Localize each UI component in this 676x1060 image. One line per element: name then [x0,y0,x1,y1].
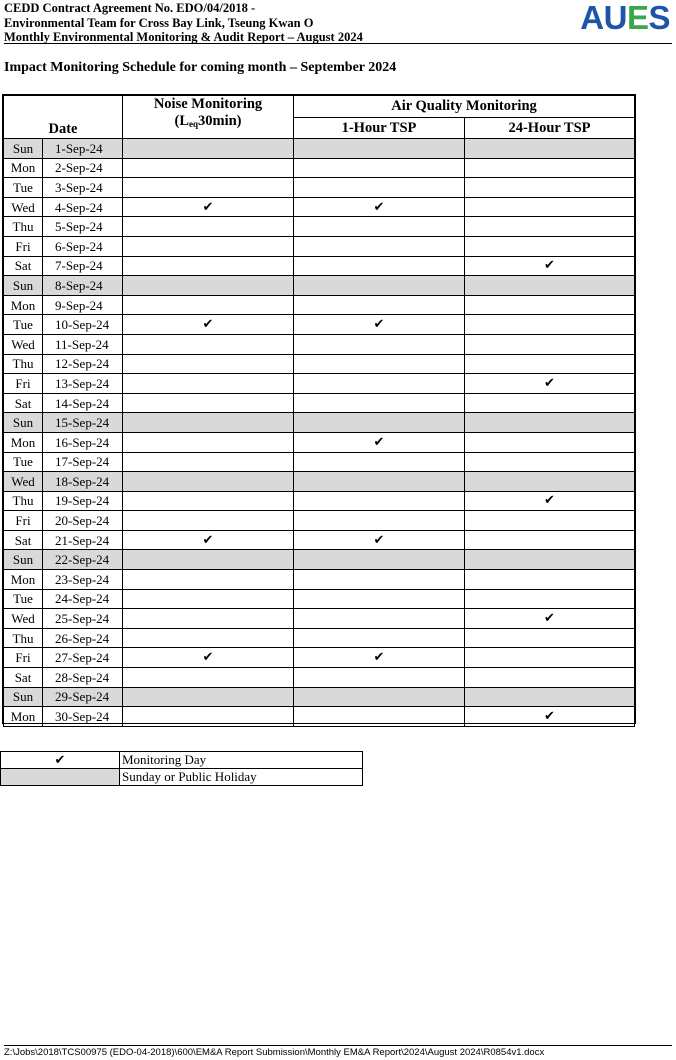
table-row [4,570,635,590]
header-divider [4,43,672,44]
table-row [4,276,635,296]
noise-cell [123,413,294,433]
tsp-24hour-cell [465,707,635,727]
date-cell: 23-Sep-24 [43,570,123,590]
schedule-table-frame [2,94,636,724]
legend-monitoring-day-label: Monitoring Day [120,752,363,769]
table-row [4,472,635,492]
tsp-1hour-cell [294,628,465,648]
tsp-1hour-cell [294,315,465,335]
noise-cell [123,393,294,413]
day-of-week-cell: Mon [4,295,43,315]
day-of-week-cell: Tue [4,315,43,335]
table-row [4,197,635,217]
date-cell: 6-Sep-24 [43,236,123,256]
noise-cell [123,707,294,727]
noise-cell [123,687,294,707]
tsp-1hour-cell [294,511,465,531]
table-row [4,256,635,276]
tsp-1hour-cell [294,648,465,668]
table-row [4,413,635,433]
date-cell: 26-Sep-24 [43,628,123,648]
check-icon: ✔ [202,532,214,548]
tsp-24hour-cell [465,178,635,198]
day-of-week-cell: Sun [4,276,43,296]
noise-cell [123,472,294,492]
noise-cell [123,452,294,472]
noise-cell [123,158,294,178]
day-of-week-cell: Tue [4,452,43,472]
table-row [4,217,635,237]
noise-cell [123,589,294,609]
date-cell: 13-Sep-24 [43,374,123,394]
tsp-24hour-cell [465,334,635,354]
date-cell: 8-Sep-24 [43,276,123,296]
day-of-week-cell: Sun [4,687,43,707]
date-cell: 24-Sep-24 [43,589,123,609]
table-row [4,628,635,648]
noise-cell [123,354,294,374]
tsp-24hour-cell [465,315,635,335]
legend-shade-swatch [1,769,120,786]
date-cell: 22-Sep-24 [43,550,123,570]
tsp-1hour-column-header: 1-Hour TSP [294,118,465,139]
date-cell: 4-Sep-24 [43,197,123,217]
header-line-contract: CEDD Contract Agreement No. EDO/04/2018 - [4,1,256,15]
noise-cell [123,295,294,315]
day-of-week-cell: Thu [4,217,43,237]
table-row [4,236,635,256]
date-cell: 21-Sep-24 [43,530,123,550]
legend-holiday-label: Sunday or Public Holiday [120,769,363,786]
noise-cell [123,628,294,648]
header-line-team: Environmental Team for Cross Bay Link, Tseung Kwan O [4,15,314,30]
day-of-week-cell: Thu [4,354,43,374]
tsp-24hour-cell [465,648,635,668]
tsp-1hour-cell [294,589,465,609]
tsp-24hour-cell [465,139,635,159]
day-of-week-cell: Wed [4,472,43,492]
page-title: Impact Monitoring Schedule for coming month – September 2024 [4,60,397,75]
noise-column-header [123,96,294,139]
check-icon: ✔ [202,317,214,333]
noise-cell [123,334,294,354]
table-row [4,530,635,550]
tsp-24hour-cell [465,236,635,256]
check-icon: ✔ [373,532,385,548]
header-line-report: Monthly Environmental Monitoring & Audit Report – August 2024 [4,30,363,44]
tsp-24hour-cell [465,432,635,452]
tsp-24hour-cell [465,550,635,570]
day-of-week-cell: Sat [4,256,43,276]
tsp-24hour-cell [465,628,635,648]
day-of-week-cell: Sat [4,668,43,688]
tsp-24hour-cell [465,472,635,492]
table-row [4,315,635,335]
noise-cell [123,550,294,570]
day-of-week-cell: Wed [4,334,43,354]
date-cell: 1-Sep-24 [43,139,123,159]
check-icon: ✔ [544,611,555,627]
date-cell: 20-Sep-24 [43,511,123,531]
footer-file-path: Z:\Jobs\2018\TCS00975 (EDO-04-2018)\600\EM&A Report Submission\Monthly EM&A Report\2024\August 2024\R0854v1.docx [4,1047,545,1058]
check-icon: ✔ [373,199,385,215]
table-row [4,334,635,354]
noise-cell [123,178,294,198]
noise-cell [123,530,294,550]
tsp-1hour-cell [294,256,465,276]
table-row [4,295,635,315]
day-of-week-cell: Sat [4,530,43,550]
day-of-week-cell: Fri [4,236,43,256]
noise-cell [123,315,294,335]
tsp-24hour-cell [465,295,635,315]
day-of-week-cell: Sat [4,393,43,413]
tsp-1hour-cell [294,668,465,688]
tsp-1hour-cell [294,452,465,472]
noise-cell [123,217,294,237]
document-header [4,0,672,45]
date-cell: 30-Sep-24 [43,707,123,727]
tsp-1hour-cell [294,550,465,570]
footer-divider [4,1045,672,1046]
check-icon: ✔ [544,375,555,391]
tsp-24hour-cell [465,374,635,394]
date-cell: 9-Sep-24 [43,295,123,315]
tsp-1hour-cell [294,530,465,550]
tsp-1hour-cell [294,472,465,492]
date-cell: 5-Sep-24 [43,217,123,237]
tsp-1hour-cell [294,374,465,394]
day-of-week-cell: Mon [4,158,43,178]
tsp-24hour-column-header: 24-Hour TSP [465,118,635,139]
tsp-1hour-cell [294,393,465,413]
table-row [4,374,635,394]
day-of-week-cell: Sun [4,413,43,433]
tsp-24hour-cell [465,511,635,531]
day-of-week-cell: Fri [4,511,43,531]
date-cell: 28-Sep-24 [43,668,123,688]
table-row [4,393,635,413]
tsp-1hour-cell [294,139,465,159]
schedule-body [4,139,635,727]
legend-table [0,751,363,786]
date-cell: 3-Sep-24 [43,178,123,198]
noise-cell [123,668,294,688]
check-icon: ✔ [202,199,214,215]
date-column-header: Date [4,96,123,139]
date-cell: 2-Sep-24 [43,158,123,178]
check-icon: ✔ [544,258,555,274]
date-cell: 16-Sep-24 [43,432,123,452]
tsp-1hour-cell [294,491,465,511]
tsp-24hour-cell [465,393,635,413]
tsp-24hour-cell [465,217,635,237]
table-row [4,158,635,178]
day-of-week-cell: Thu [4,491,43,511]
noise-cell [123,609,294,629]
tsp-24hour-cell [465,668,635,688]
table-row [4,178,635,198]
day-of-week-cell: Tue [4,178,43,198]
date-cell: 7-Sep-24 [43,256,123,276]
tsp-1hour-cell [294,276,465,296]
table-row [4,589,635,609]
monitoring-schedule-table [3,95,635,727]
table-row [4,139,635,159]
date-cell: 18-Sep-24 [43,472,123,492]
table-row [4,550,635,570]
noise-cell [123,197,294,217]
date-cell: 11-Sep-24 [43,334,123,354]
date-cell: 12-Sep-24 [43,354,123,374]
date-cell: 14-Sep-24 [43,393,123,413]
table-row [4,354,635,374]
noise-cell [123,276,294,296]
tsp-1hour-cell [294,432,465,452]
table-row [4,491,635,511]
table-row [4,648,635,668]
noise-header-line1: Noise Monitoring [153,96,263,112]
day-of-week-cell: Fri [4,374,43,394]
tsp-1hour-cell [294,236,465,256]
noise-cell [123,570,294,590]
date-cell: 15-Sep-24 [43,413,123,433]
tsp-24hour-cell [465,530,635,550]
tsp-24hour-cell [465,197,635,217]
noise-cell [123,139,294,159]
tsp-24hour-cell [465,687,635,707]
tsp-24hour-cell [465,570,635,590]
noise-cell [123,432,294,452]
tsp-24hour-cell [465,491,635,511]
noise-cell [123,236,294,256]
day-of-week-cell: Wed [4,197,43,217]
day-of-week-cell: Mon [4,570,43,590]
table-row [4,609,635,629]
table-row [4,432,635,452]
header-text [4,1,363,45]
tsp-1hour-cell [294,413,465,433]
check-icon: ✔ [373,317,385,333]
table-row [4,707,635,727]
tsp-1hour-cell [294,217,465,237]
check-icon: ✔ [373,434,385,450]
day-of-week-cell: Mon [4,432,43,452]
table-row [4,687,635,707]
day-of-week-cell: Thu [4,628,43,648]
tsp-24hour-cell [465,452,635,472]
table-row [4,668,635,688]
tsp-1hour-cell [294,707,465,727]
noise-cell [123,511,294,531]
air-quality-column-header: Air Quality Monitoring [294,96,635,118]
tsp-1hour-cell [294,295,465,315]
tsp-1hour-cell [294,687,465,707]
tsp-24hour-cell [465,256,635,276]
tsp-1hour-cell [294,609,465,629]
tsp-1hour-cell [294,178,465,198]
table-row [4,452,635,472]
tsp-1hour-cell [294,158,465,178]
check-icon: ✔ [544,709,555,725]
day-of-week-cell: Wed [4,609,43,629]
day-of-week-cell: Mon [4,707,43,727]
aues-logo: AUES [580,0,670,36]
date-cell: 29-Sep-24 [43,687,123,707]
check-icon: ✔ [373,650,385,666]
tsp-1hour-cell [294,570,465,590]
tsp-24hour-cell [465,354,635,374]
tsp-24hour-cell [465,589,635,609]
tsp-1hour-cell [294,334,465,354]
date-cell: 19-Sep-24 [43,491,123,511]
date-cell: 25-Sep-24 [43,609,123,629]
tsp-1hour-cell [294,197,465,217]
legend-check-icon: ✔ [1,752,120,769]
date-cell: 10-Sep-24 [43,315,123,335]
check-icon: ✔ [202,650,214,666]
noise-cell [123,256,294,276]
tsp-24hour-cell [465,158,635,178]
date-cell: 17-Sep-24 [43,452,123,472]
day-of-week-cell: Sun [4,550,43,570]
day-of-week-cell: Fri [4,648,43,668]
day-of-week-cell: Tue [4,589,43,609]
tsp-24hour-cell [465,609,635,629]
noise-header-line2: $(L_{eq}30\min)$ [174,113,242,129]
noise-cell [123,648,294,668]
tsp-24hour-cell [465,276,635,296]
table-row [4,511,635,531]
day-of-week-cell: Sun [4,139,43,159]
noise-cell [123,374,294,394]
tsp-24hour-cell [465,413,635,433]
date-cell: 27-Sep-24 [43,648,123,668]
tsp-1hour-cell [294,354,465,374]
check-icon: ✔ [544,493,555,509]
noise-cell [123,491,294,511]
